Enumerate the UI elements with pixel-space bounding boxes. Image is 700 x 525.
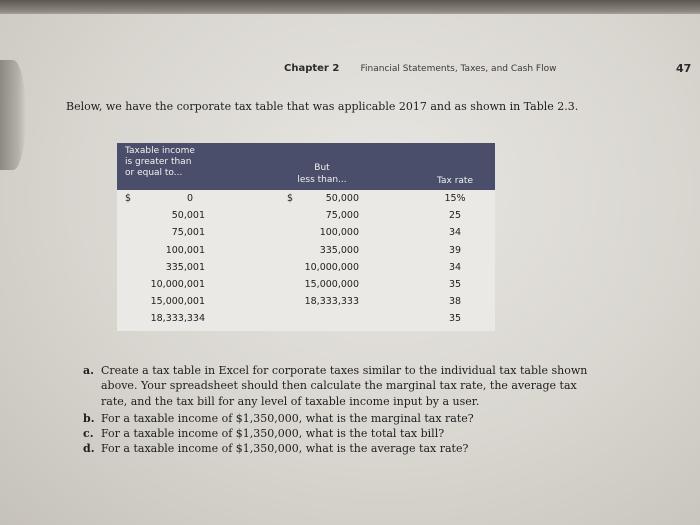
tax-rate: 39 [448, 244, 462, 256]
income-from: 75,001 [171, 227, 205, 239]
table-row [117, 259, 495, 276]
income-to: 50,000 [325, 193, 359, 204]
table-row [117, 310, 495, 327]
income-from: 15,000,001 [150, 296, 205, 308]
tax-table-body [117, 190, 495, 328]
question-item [83, 363, 603, 409]
tax-rate: 34 [448, 227, 462, 239]
header-line: is greater than [125, 157, 192, 167]
question-text: For a taxable income of $1,350,000, what is the total tax bill? [101, 427, 445, 441]
page-number: 47 [676, 62, 692, 75]
table-row [117, 224, 495, 241]
income-from: 10,000,001 [150, 278, 205, 290]
question-item [83, 441, 603, 456]
tax-table [117, 143, 495, 331]
tax-rate: 38 [448, 296, 462, 308]
question-letter: a. [83, 364, 94, 377]
header-line: But [314, 163, 330, 173]
chapter-title: Financial Statements, Taxes, and Cash Flow [360, 64, 557, 74]
question-text: Create a tax table in Excel for corporate taxes similar to the individual tax table shown above. Your spreadsheet should then calculate the marginal tax rate, the average tax rate, and the tax bill for any level of taxable income input by a user. [101, 364, 588, 408]
tax-rate: 34 [448, 261, 462, 273]
question-item [83, 411, 603, 426]
header-taxable-income [125, 146, 235, 179]
question-letter: d. [83, 442, 95, 456]
dollar-sign: $ [287, 193, 294, 204]
header-tax-rate: Tax rate [437, 176, 473, 186]
header-less-than [287, 162, 357, 186]
table-row [117, 207, 495, 224]
tax-rate: 35 [448, 313, 462, 325]
table-row [117, 293, 495, 310]
question-letter: c. [83, 427, 94, 441]
table-row [117, 242, 495, 259]
chapter-label: Chapter 2 [284, 63, 340, 74]
question-item [83, 426, 603, 441]
dollar-sign: $ [125, 193, 132, 204]
income-from: 0 [186, 193, 193, 204]
income-from: 50,001 [171, 210, 205, 222]
question-text: For a taxable income of $1,350,000, what is the average tax rate? [101, 442, 469, 456]
income-to: 100,000 [319, 227, 359, 239]
income-to: 75,000 [325, 210, 359, 222]
income-to: 10,000,000 [304, 261, 359, 273]
running-header [284, 63, 556, 74]
income-to: 18,333,333 [304, 296, 359, 308]
table-row [117, 190, 495, 207]
income-from: 18,333,334 [150, 313, 205, 325]
tax-rate: 25 [448, 210, 462, 222]
tax-rate: 15% [444, 193, 466, 204]
income-to: 335,000 [319, 244, 359, 256]
exercise-questions [83, 363, 603, 457]
tax-rate: 35 [448, 278, 462, 290]
income-from: 335,001 [165, 261, 205, 273]
header-line: or equal to... [125, 168, 183, 178]
question-text: For a taxable income of $1,350,000, what is the marginal tax rate? [101, 411, 474, 425]
income-from: 100,001 [165, 244, 205, 256]
table-row [117, 276, 495, 293]
header-line: less than... [297, 175, 347, 185]
intro-paragraph: Below, we have the corporate tax table that was applicable 2017 and as shown in Table 2.3. [66, 100, 579, 113]
income-to: 15,000,000 [304, 278, 359, 290]
page-curl-shadow [0, 60, 26, 170]
tax-table-header [117, 143, 495, 190]
header-line: Taxable income [125, 146, 195, 156]
question-letter: b. [83, 411, 95, 425]
